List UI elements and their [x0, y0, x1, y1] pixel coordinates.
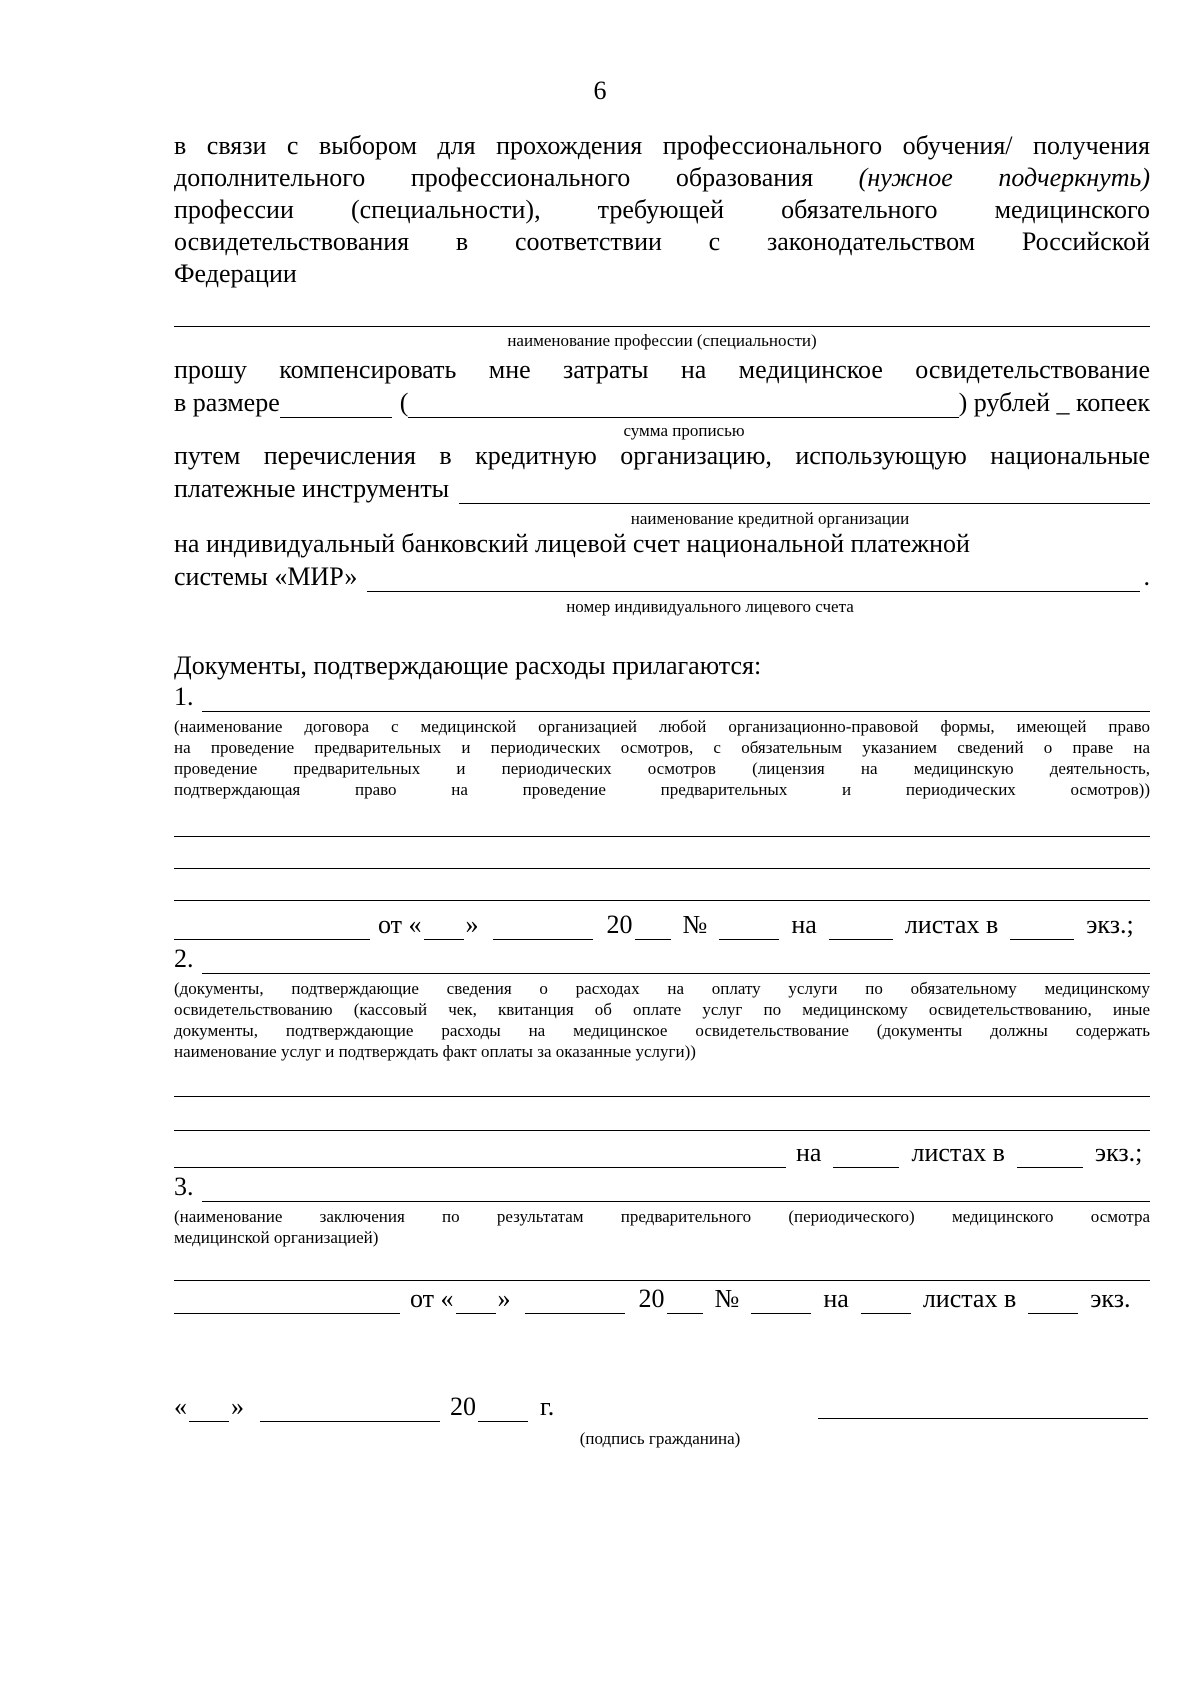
underline-hint: (нужное подчеркнуть) [858, 163, 1150, 192]
item-2-number: 2. [174, 944, 194, 973]
item-3-extra-line-1[interactable] [174, 1254, 1150, 1281]
item-1-caption-line-1: (наименование договора с медицинской организацией любой организационно-правовой формы, имеющей право [174, 717, 1150, 736]
item-2-row [174, 942, 1150, 974]
account-line-1: на индивидуальный банковский лицевой счет национальной платежной [174, 529, 970, 558]
item-3-number: 3. [174, 1172, 194, 1201]
intro-paragraph [174, 130, 1150, 290]
item-1-field[interactable] [202, 689, 1151, 712]
item-1-extra-line-3[interactable] [174, 874, 1150, 901]
item-2-doc-name-field[interactable] [174, 1145, 786, 1168]
item-2-details-row [174, 1136, 1150, 1168]
na-label: на [791, 910, 817, 939]
ot-label-3: от « [410, 1284, 454, 1313]
account-dot: . [1143, 562, 1150, 591]
sheets-label-2: листах в [911, 1138, 1005, 1167]
item-1-row [174, 680, 1150, 712]
amount-caption: сумма прописью [623, 421, 745, 440]
item-3-field[interactable] [202, 1179, 1151, 1202]
bank-field[interactable] [459, 481, 1150, 504]
sig-year-suffix: г. [540, 1392, 555, 1421]
documents-heading: Документы, подтверждающие расходы прилагаются: [174, 651, 762, 680]
item-2-copies-field[interactable] [1017, 1145, 1083, 1168]
amount-digits-field[interactable] [280, 395, 392, 418]
item-1-year-field[interactable] [635, 917, 671, 940]
sig-day-field[interactable] [189, 1399, 229, 1422]
copies-label: экз.; [1086, 910, 1134, 939]
amount-row [174, 386, 1150, 418]
request-line-1: прошу компенсировать мне затраты на медицинское освидетельствование [174, 355, 1150, 384]
item-3-details-row [174, 1282, 1150, 1314]
item-3-month-field[interactable] [525, 1291, 625, 1314]
close-quote-3: » [497, 1284, 511, 1313]
profession-caption: наименование профессии (специальности) [507, 331, 817, 350]
item-1-day-field[interactable] [424, 917, 464, 940]
item-1-number-field[interactable] [719, 917, 779, 940]
signature-field[interactable] [818, 1392, 1148, 1419]
close-quote: » [465, 910, 479, 939]
sheets-label-3: листах в [922, 1284, 1017, 1313]
ot-label: от « [378, 910, 422, 939]
item-2-caption-line-3: документы, подтверждающие расходы на медицинское освидетельствование (документы должны содержать [174, 1021, 1150, 1040]
item-3-day-field[interactable] [456, 1291, 496, 1314]
amount-words-field[interactable] [408, 395, 958, 418]
in-amount-label: в размере [174, 388, 280, 417]
account-number-field[interactable] [367, 569, 1139, 592]
sig-year-field[interactable] [478, 1399, 528, 1422]
intro-line-1: в связи с выбором для прохождения профессионального обучения/ получения [174, 131, 1150, 160]
account-row [174, 560, 1150, 592]
item-1-caption-line-4: подтверждающая право на проведение предварительных и периодических осмотров)) [174, 780, 1150, 799]
item-3-row [174, 1170, 1150, 1202]
item-2-field[interactable] [202, 951, 1151, 974]
item-3-sheets-field[interactable] [861, 1291, 911, 1314]
intro-line-2-text: дополнительного профессионального образования [174, 163, 814, 192]
rub-kop-label: ) рублей _ копеек [958, 388, 1150, 417]
number-sign: № [682, 910, 708, 939]
item-2-caption-line-1: (документы, подтверждающие сведения о расходах на оплату услуги по обязательному медицинскому [174, 979, 1150, 998]
intro-line-3: профессии (специальности), требующей обязательного медицинского [174, 195, 1150, 224]
item-3-caption-line-2: медицинской организацией) [174, 1228, 379, 1247]
copies-label-3: экз. [1090, 1284, 1131, 1313]
account-caption: номер индивидуального лицевого счета [566, 597, 854, 616]
item-3-caption-line-1: (наименование заключения по результатам предварительного (периодического) медицинского осмотра [174, 1207, 1150, 1226]
transfer-line-1: путем перечисления в кредитную организацию, использующую национальные [174, 441, 1150, 470]
sig-open-quote: « [174, 1392, 187, 1421]
item-1-extra-line-2[interactable] [174, 842, 1150, 869]
item-1-sheets-field[interactable] [829, 917, 893, 940]
item-1-month-field[interactable] [493, 917, 593, 940]
item-1-doc-name-field[interactable] [174, 917, 370, 940]
item-3-copies-field[interactable] [1028, 1291, 1078, 1314]
na-label-2: на [796, 1138, 822, 1167]
item-2-extra-line-1[interactable] [174, 1070, 1150, 1097]
na-label-3: на [823, 1284, 849, 1313]
year-prefix: 20 [606, 910, 633, 939]
bank-caption: наименование кредитной организации [630, 509, 910, 528]
instruments-label: платежные инструменты [174, 474, 450, 503]
item-1-extra-line-1[interactable] [174, 810, 1150, 837]
sig-close-quote: » [231, 1392, 244, 1421]
item-3-doc-name-field[interactable] [174, 1291, 400, 1314]
item-3-number-field[interactable] [751, 1291, 811, 1314]
signature-caption: (подпись гражданина) [579, 1429, 741, 1448]
item-3-caption [174, 1206, 1150, 1248]
item-2-extra-line-2[interactable] [174, 1104, 1150, 1131]
open-paren: ( [399, 388, 409, 417]
mir-label: системы «МИР» [174, 562, 358, 591]
item-2-sheets-field[interactable] [833, 1145, 899, 1168]
item-1-caption-line-2: на проведение предварительных и периодических осмотров, с обязательным указанием сведений о праве на [174, 738, 1150, 757]
page-number: 6 [593, 76, 607, 105]
item-2-caption [174, 978, 1150, 1062]
item-1-copies-field[interactable] [1010, 917, 1074, 940]
number-sign-3: № [714, 1284, 740, 1313]
intro-line-2 [174, 162, 1150, 194]
copies-label-2: экз.; [1094, 1138, 1143, 1167]
intro-line-5: Федерации [174, 259, 297, 288]
item-2-caption-line-2: освидетельствованию (кассовый чек, квитанция об оплате услуг по медицинскому освидетельствованию, иные [174, 1000, 1150, 1019]
sig-month-field[interactable] [260, 1399, 440, 1422]
item-3-year-field[interactable] [667, 1291, 703, 1314]
profession-field[interactable] [174, 300, 1150, 327]
item-1-caption-line-3: проведение предварительных и периодических осмотров (лицензия на медицинскую деятельность, [174, 759, 1150, 778]
sheets-label: листах в [904, 910, 999, 939]
item-1-caption [174, 716, 1150, 800]
year-prefix-3: 20 [638, 1284, 665, 1313]
intro-line-4: освидетельствования в соответствии с законодательством Российской [174, 227, 1150, 256]
bank-row [174, 472, 1150, 504]
item-1-details-row [174, 908, 1150, 940]
item-2-caption-line-4: наименование услуг и подтверждать факт оплаты за оказанные услуги)) [174, 1042, 696, 1061]
item-1-number: 1. [174, 682, 194, 711]
signature-date-row [174, 1390, 554, 1422]
sig-year-prefix: 20 [450, 1392, 476, 1421]
